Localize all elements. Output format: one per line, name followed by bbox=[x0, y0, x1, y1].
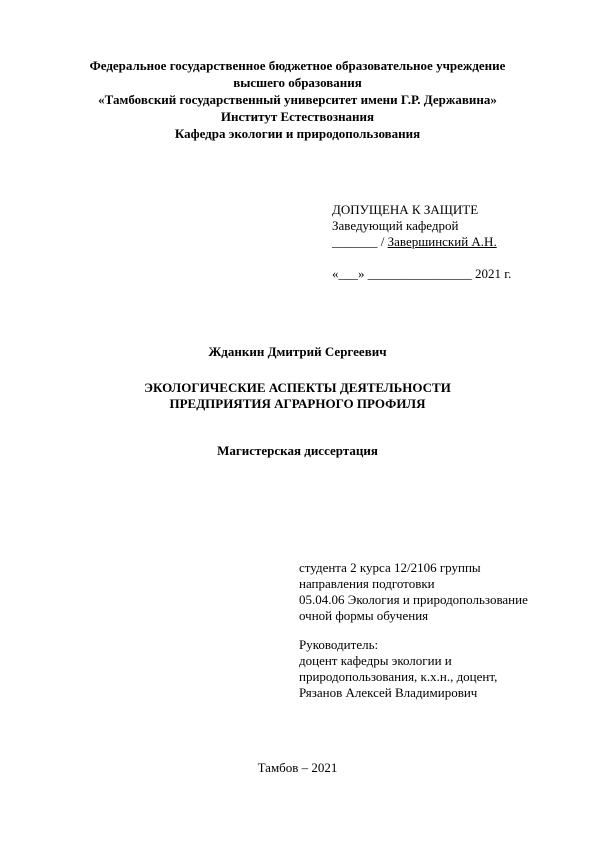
header-line-department: Кафедра экологии и природопользования bbox=[174, 126, 421, 141]
author-name: Жданкин Дмитрий Сергеевич bbox=[208, 344, 387, 359]
student-info bbox=[299, 560, 569, 624]
student-info-line-2: направления подготовки bbox=[299, 576, 435, 591]
header-line-organization: Федеральное государственное бюджетное образовательное учреждение bbox=[89, 58, 506, 73]
thesis-title bbox=[0, 380, 595, 412]
approval-title: ДОПУЩЕНА К ЗАЩИТЕ bbox=[332, 202, 479, 217]
approval-date-line: «___» ________________ 2021 г. bbox=[332, 266, 512, 281]
supervisor-line-2: природопользования, к.х.н., доцент, bbox=[299, 669, 498, 684]
thesis-title-line-1: ЭКОЛОГИЧЕСКИЕ АСПЕКТЫ ДЕЯТЕЛЬНОСТИ bbox=[144, 380, 451, 395]
approval-position: Заведующий кафедрой bbox=[332, 218, 459, 233]
student-info-line-3: 05.04.06 Экология и природопользование bbox=[299, 592, 528, 607]
supervisor-label: Руководитель: bbox=[299, 637, 379, 652]
supervisor-line-1: доцент кафедры экологии и bbox=[299, 653, 452, 668]
header-line-education-level: высшего образования bbox=[233, 75, 362, 90]
signature-blank: _______ / bbox=[332, 234, 388, 249]
work-type: Магистерская диссертация bbox=[217, 443, 378, 458]
city-year: Тамбов – 2021 bbox=[257, 760, 338, 775]
header-line-institute: Институт Естествознания bbox=[220, 109, 375, 124]
supervisor-info bbox=[299, 637, 569, 701]
header-line-university: «Тамбовский государственный университет имени Г.Р. Державина» bbox=[98, 92, 497, 107]
thesis-title-line-2: ПРЕДПРИЯТИЯ АГРАРНОГО ПРОФИЛЯ bbox=[169, 396, 426, 411]
supervisor-line-3: Рязанов Алексей Владимирович bbox=[299, 685, 478, 700]
approval-signature-line bbox=[332, 234, 572, 250]
student-info-line-4: очной формы обучения bbox=[299, 608, 429, 623]
institution-header bbox=[0, 57, 595, 142]
approval-block bbox=[332, 202, 572, 282]
student-info-line-1: студента 2 курса 12/2106 группы bbox=[299, 560, 481, 575]
head-of-department-name: Завершинский А.Н. bbox=[387, 234, 497, 249]
